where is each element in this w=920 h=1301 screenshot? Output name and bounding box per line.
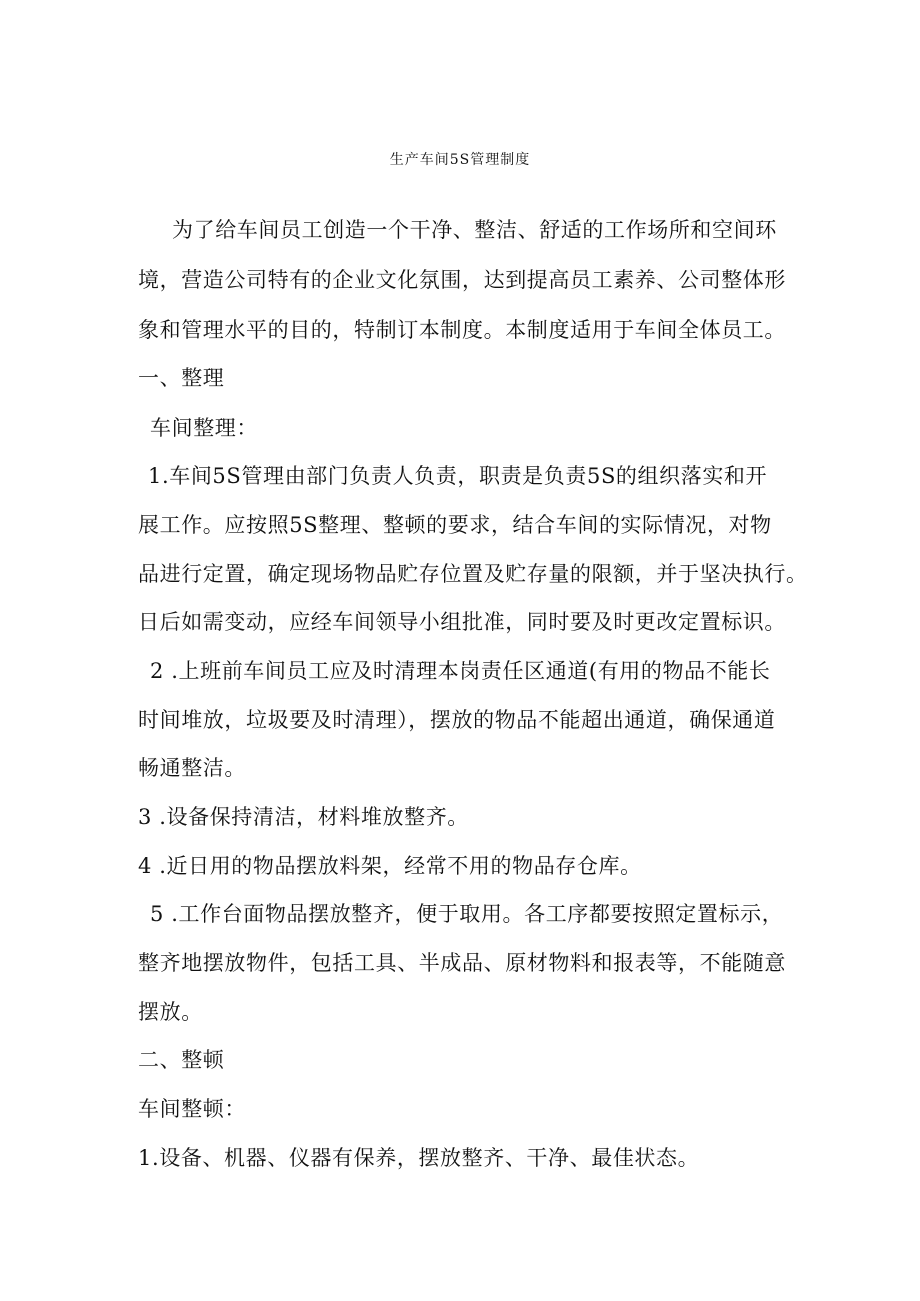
section-1-item-5-line-1: 5 .工作台面物品摆放整齐，便于取用。各工序都要按照定置标示， xyxy=(150,902,784,926)
section-1-item-1-line-2: 展工作。应按照5S整理、整顿的要求，结合车间的实际情况，对物 xyxy=(138,513,772,537)
section-2-subheading: 车间整顿： xyxy=(138,1097,246,1121)
section-1-item-4: 4 .近日用的物品摆放料架，经常不用的物品存仓库。 xyxy=(138,854,642,878)
intro-line-3: 象和管理水平的目的，特制订本制度。本制度适用于车间全体员工。 xyxy=(138,318,786,342)
section-1-item-2-line-3: 畅通整洁。 xyxy=(138,756,246,780)
section-1-item-2-line-1: 2 .上班前车间员工应及时清理本岗责任区通道(有用的物品不能长 xyxy=(150,659,771,683)
intro-line-1: 为了给车间员工创造一个干净、整洁、舒适的工作场所和空间环 xyxy=(172,218,777,242)
section-1-item-3: 3 .设备保持清洁，材料堆放整齐。 xyxy=(138,805,469,829)
section-1-item-1-line-1: 1.车间5S管理由部门负责人负责，职责是负责5S的组织落实和开 xyxy=(148,464,768,488)
section-1-item-1-line-3: 品进行定置，确定现场物品贮存位置及贮存量的限额，并于坚决执行。 xyxy=(138,562,808,586)
section-1-item-5-line-3: 摆放。 xyxy=(138,1000,203,1024)
intro-line-2: 境，营造公司特有的企业文化氛围，达到提高员工素养、公司整体形 xyxy=(138,268,786,292)
section-1-heading: 一、整理 xyxy=(138,366,225,390)
section-2-heading: 二、整顿 xyxy=(138,1048,225,1072)
section-2-item-1: 1.设备、机器、仪器有保养，摆放整齐、干净、最佳状态。 xyxy=(138,1146,700,1170)
page-title: 生产车间5S管理制度 xyxy=(389,152,531,168)
section-1-item-5-line-2: 整齐地摆放物件，包括工具、半成品、原材物料和报表等，不能随意 xyxy=(138,951,786,975)
section-1-subheading: 车间整理： xyxy=(150,416,258,440)
section-1-item-1-line-4: 日后如需变动，应经车间领导小组批准，同时要及时更改定置标识。 xyxy=(138,610,786,634)
section-1-item-2-line-2: 时间堆放，垃圾要及时清理），摆放的物品不能超出通道，确保通道 xyxy=(138,708,776,732)
